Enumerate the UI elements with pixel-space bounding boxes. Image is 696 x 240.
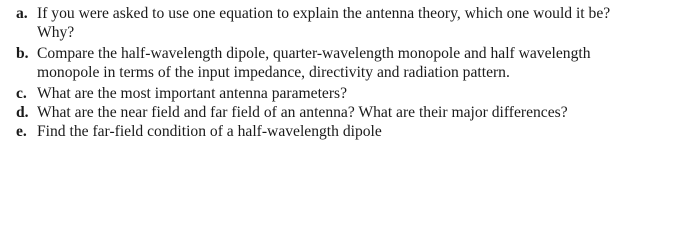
question-text-line: What are the most important antenna parameters? — [37, 85, 348, 102]
question-letter: c. — [16, 85, 27, 102]
question-text-line: Why? — [37, 24, 75, 41]
question-text-line: What are the near field and far field of an antenna? What are their major differences? — [37, 104, 568, 121]
question-letter: d. — [16, 104, 29, 121]
question-text-line: If you were asked to use one equation to explain the antenna theory, which one would it be? — [37, 5, 611, 22]
question-letter: b. — [16, 45, 29, 62]
question-letter: e. — [16, 123, 27, 140]
question-text-line: Compare the half-wavelength dipole, quarter-wavelength monopole and half wavelength — [37, 45, 591, 62]
question-text-line: monopole in terms of the input impedance, directivity and radiation pattern. — [37, 64, 510, 81]
question-letter: a. — [16, 5, 28, 22]
question-text-line: Find the far-field condition of a half-wavelength dipole — [37, 123, 382, 140]
